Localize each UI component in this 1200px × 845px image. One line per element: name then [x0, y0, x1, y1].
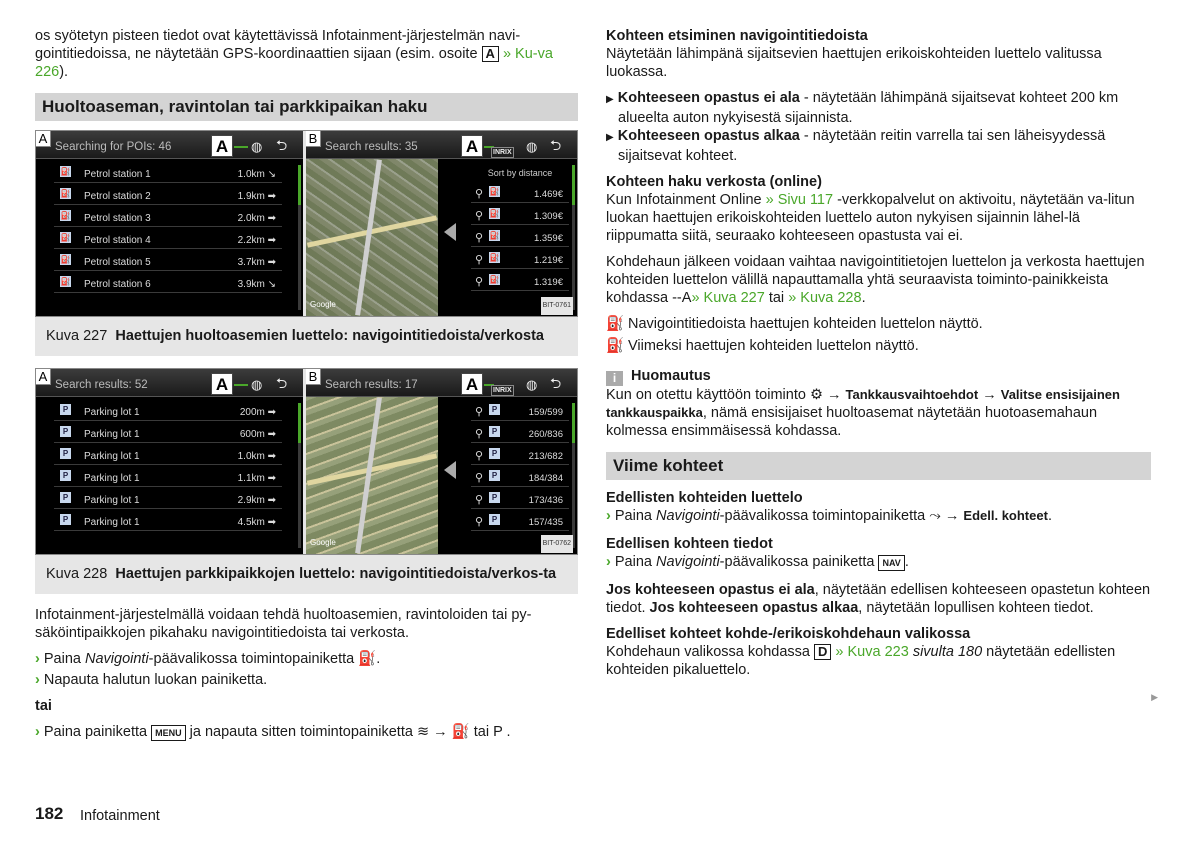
row-name: Petrol station 2: [84, 191, 151, 202]
list-item[interactable]: [54, 161, 282, 183]
text: Kun on otettu käyttöön toiminto: [606, 387, 810, 403]
parking-icon: P: [60, 470, 71, 481]
row-distance: 3.7km ➡: [237, 257, 276, 268]
result-value: 1.469€: [533, 189, 563, 200]
callout-a-badge: A: [461, 135, 483, 157]
fuel-icon: ⛽: [489, 275, 500, 284]
inrix-logo: INRIX: [493, 149, 512, 156]
left-column: [35, 27, 578, 744]
fuel-icon: ⛽: [60, 189, 71, 198]
pin-icon: ⚲: [475, 494, 484, 506]
list-item[interactable]: [54, 271, 282, 293]
step-text: ja napauta sitten toimintopainiketta: [189, 724, 413, 740]
menu-name: Navigointi: [85, 651, 149, 667]
result-value: 184/384: [528, 473, 563, 484]
row-name: Parking lot 1: [84, 429, 140, 440]
action-step: › Paina painiketta MENU ja napauta sitten toimintopainiketta ≋ → ⛽ tai P .: [35, 724, 511, 740]
pin-icon: ⚲: [475, 232, 484, 244]
row-distance: 1.1km ➡: [237, 473, 276, 484]
result-row[interactable]: [471, 203, 569, 225]
continued-icon: ▶: [1151, 692, 1158, 702]
list-item[interactable]: [54, 509, 282, 531]
symbol-text: Viimeksi haettujen kohteiden luettelon näyttö.: [628, 338, 919, 354]
text: tai: [764, 290, 789, 306]
sort-label: Sort by distance: [487, 168, 553, 178]
history-icon: ⛽: [606, 338, 625, 354]
row-distance: 1.9km ➡: [237, 191, 276, 202]
caption-text: Haettujen huoltoasemien luettelo: navigointitiedoista/verkosta: [115, 328, 544, 344]
menu-name: Navigointi: [656, 508, 720, 524]
body-paragraph: [606, 581, 1151, 617]
body-paragraph: [606, 253, 1151, 307]
back-icon[interactable]: ⮌: [550, 375, 562, 391]
intro-text: os syötetyn pisteen tiedot ovat käytettävissä Infotainment-järjestelmän navi-gointitiedoissa, ne näytetään GPS-koordinaattien sijaan (esim. osoite: [35, 28, 521, 62]
row-distance: 3.9km ↘: [237, 279, 276, 290]
right-column: [606, 27, 1151, 687]
caption-number: Kuva 228: [46, 566, 108, 582]
fuel-icon: ⛽: [60, 277, 71, 286]
note-title: Huomautus: [631, 368, 711, 384]
text: Kohdehaun jälkeen voidaan vaihtaa navigointitietojen luettelon ja verkosta haettujen kohteiden luettelon välillä napauttamalla yhtä seuraavista toiminto-painikkeista kohdassa --A: [606, 254, 1145, 306]
action-step: › Paina Navigointi-päävalikossa toimintopainiketta ⛽.: [35, 651, 381, 667]
map-view[interactable]: [306, 159, 438, 316]
result-row[interactable]: [471, 269, 569, 291]
parking-icon: P: [60, 514, 71, 525]
online-icon: ≋: [416, 724, 430, 740]
row-name: Parking lot 1: [84, 407, 140, 418]
result-row[interactable]: [471, 443, 569, 465]
result-value: 157/435: [528, 517, 563, 528]
figure-caption: [35, 317, 578, 356]
action-step: › Paina Navigointi-päävalikossa painiketta NAV .: [606, 554, 909, 570]
globe-icon[interactable]: ◍: [526, 139, 538, 154]
figure-228: [35, 368, 578, 594]
heading-online: Kohteen haku verkosta (online): [606, 174, 822, 190]
caption-number: Kuva 227: [46, 328, 108, 344]
heading-prev-menu: Edelliset kohteet kohde-/erikoiskohdehaun valikossa: [606, 626, 971, 642]
callout-line: [234, 146, 248, 148]
fuel-icon: ⛽: [60, 167, 71, 176]
result-row[interactable]: [471, 465, 569, 487]
back-icon[interactable]: ⮌: [550, 137, 562, 153]
body-paragraph: Infotainment-järjestelmällä voidaan tehdä huoltoasemien, ravintoloiden tai py-säköintipaikkojen pikahaku navigointitiedoista tai verkosta.: [35, 607, 532, 641]
result-list: [471, 397, 569, 554]
step-text: -päävalikossa toimintopainiketta: [148, 651, 355, 667]
back-icon[interactable]: ⮌: [276, 375, 288, 391]
list-item[interactable]: [54, 399, 282, 421]
result-list: [471, 159, 569, 316]
route-icon: ⤳: [929, 508, 941, 524]
body-paragraph: Näytetään lähimpänä sijaitsevien haettujen erikoiskohteiden luettelo valitussa luokassa.: [606, 46, 1102, 80]
symbol-text: Navigointitiedoista haettujen kohteiden luettelon näyttö.: [628, 316, 983, 332]
info-icon: i: [606, 371, 623, 386]
text: Kun Infotainment Online: [606, 192, 766, 208]
row-distance: 1.0km ↘: [237, 169, 276, 180]
callout-a-badge: A: [461, 373, 483, 395]
caption-text: Haettujen parkkipaikkojen luettelo: navigointitiedoista/verkos-ta: [115, 566, 557, 582]
result-value: 159/599: [528, 407, 563, 418]
screen-title: Search results: 35: [325, 141, 418, 153]
result-value: 1.219€: [533, 255, 563, 266]
list-item[interactable]: [54, 465, 282, 487]
bold-text: Jos kohteeseen opastus alkaa: [649, 600, 859, 616]
screen-b: [306, 131, 577, 316]
result-row[interactable]: [471, 487, 569, 509]
step-text: .: [376, 651, 381, 667]
result-value: 1.359€: [533, 233, 563, 244]
row-name: Petrol station 5: [84, 257, 151, 268]
bullet-text: - näytetään reitin varrella tai sen läheisyydessä sijaitsevat kohteet.: [618, 128, 1106, 164]
scrollbar[interactable]: [298, 165, 301, 310]
screen-label: B: [306, 369, 321, 385]
pin-icon: ⚲: [475, 210, 484, 222]
figure-link[interactable]: » Ku-va 226: [35, 46, 553, 80]
list-item[interactable]: [54, 443, 282, 465]
back-icon[interactable]: ⮌: [276, 137, 288, 153]
scrollbar[interactable]: [572, 165, 575, 310]
step-text: Paina: [43, 651, 85, 667]
settings-icon: ⚙: [809, 387, 823, 403]
heading-nav-data: Kohteen etsiminen navigointitiedoista: [606, 28, 868, 44]
row-distance: 4.5km ➡: [237, 517, 276, 528]
screen-title: Searching for POIs: 46: [55, 141, 172, 153]
pin-icon: ⚲: [475, 428, 484, 440]
bullet-item: ▶ Kohteeseen opastus ei ala - näytetään lähimpänä sijaitsevat kohteet 200 km alueelta auton nykyisestä sijainnista.: [606, 90, 1119, 126]
row-name: Petrol station 1: [84, 169, 151, 180]
nav-data-icon: ⛽: [606, 316, 625, 332]
screen-label: A: [36, 369, 51, 385]
action-step: › Paina Navigointi-päävalikossa toimintopainiketta ⤳ → Edell. kohteet.: [606, 508, 1052, 524]
heading-prev-list: Edellisten kohteiden luettelo: [606, 490, 803, 506]
pin-icon: ⚲: [475, 406, 484, 418]
screen-a: [36, 131, 303, 316]
row-distance: 1.0km ➡: [237, 451, 276, 462]
menu-item: Valitse ensisijainen tankkauspaikka: [606, 387, 1120, 420]
step-text: tai P .: [473, 724, 511, 740]
fuel-icon: ⛽: [489, 187, 500, 196]
result-value: 1.309€: [533, 211, 563, 222]
step-text: -päävalikossa painiketta: [719, 554, 875, 570]
text: näytetään edellisten kohteiden pikaluettelo.: [606, 644, 1116, 678]
fuel-icon: ⛽: [60, 211, 71, 220]
parking-icon: P: [60, 404, 71, 415]
pin-icon: ⚲: [475, 450, 484, 462]
parking-icon: P: [60, 448, 71, 459]
figure-link[interactable]: » Kuva 223: [835, 644, 909, 660]
collapse-arrow-icon[interactable]: [444, 223, 456, 241]
row-distance: 200m ➡: [239, 407, 276, 418]
fuel-icon: ⛽: [60, 233, 71, 242]
screen-title: Search results: 52: [55, 379, 148, 391]
pin-icon: ⚲: [475, 188, 484, 200]
result-row[interactable]: [471, 247, 569, 269]
row-name: Parking lot 1: [84, 517, 140, 528]
step-text: Paina: [614, 508, 656, 524]
row-name: Petrol station 3: [84, 213, 151, 224]
collapse-arrow-icon[interactable]: [444, 461, 456, 479]
text: , näytetään edellisen kohteeseen opastetun kohteen tiedot.: [606, 582, 1151, 616]
fuel-icon: ⛽: [489, 231, 500, 240]
result-row[interactable]: [471, 399, 569, 421]
row-name: Parking lot 1: [84, 451, 140, 462]
result-value: 213/682: [528, 451, 563, 462]
parking-icon: P: [489, 470, 500, 481]
step-text: Napauta halutun luokan painiketta.: [43, 672, 268, 688]
intro-end: ).: [59, 64, 69, 80]
text: , nämä ensisijaiset huoltoasemat näytetään huotoasemahaun kolmessa ensimmäisessä kohdassa.: [606, 405, 1098, 439]
parking-icon: P: [489, 404, 500, 415]
figure-code: BIT-0761: [541, 297, 573, 315]
bullet-bold: Kohteeseen opastus alkaa: [617, 128, 800, 144]
text: -verkkopalvelut on aktivoitu, näytetään va-litun luokan haettujen erikoiskohteiden luettelo auton nykyisen sijainnin lähel-lä riippumatta siitä, seuraako kohteeseen opastusta vai ei.: [606, 192, 1135, 244]
fuel-icon: ⛽: [489, 209, 500, 218]
google-attribution: Google: [310, 300, 336, 309]
callout-a-badge: A: [211, 135, 233, 157]
result-row[interactable]: [471, 225, 569, 247]
parking-icon: P: [60, 426, 71, 437]
chapter-name: Infotainment: [80, 808, 160, 824]
result-value: 173/436: [528, 495, 563, 506]
list-item[interactable]: [54, 249, 282, 271]
symbol-row: [606, 337, 1151, 355]
figure-link[interactable]: » Kuva 227: [691, 290, 765, 306]
row-distance: 2.0km ➡: [237, 213, 276, 224]
list-item[interactable]: [54, 183, 282, 205]
figure-link[interactable]: » Kuva 228: [788, 290, 862, 306]
step-text: -päävalikossa toimintopainiketta: [719, 508, 926, 524]
screen-b: [306, 369, 577, 554]
list-item[interactable]: [54, 487, 282, 509]
heading-prev-detail: Edellisen kohteen tiedot: [606, 536, 773, 552]
text: , näytetään lopullisen kohteen tiedot.: [858, 600, 1094, 616]
figure-code: BIT-0762: [541, 535, 573, 553]
page-link[interactable]: » Sivu 117: [765, 192, 834, 208]
bullet-text: - näytetään lähimpänä sijaitsevat kohteet 200 km alueelta auton nykyisestä sijainnista.: [618, 90, 1119, 126]
pin-icon: ⚲: [475, 472, 484, 484]
callout-box: A: [482, 46, 499, 62]
symbol-row: [606, 315, 1151, 333]
row-name: Petrol station 4: [84, 235, 151, 246]
screen-a: [36, 369, 303, 554]
scrollbar[interactable]: [298, 403, 301, 548]
nav-key: NAV: [878, 555, 904, 571]
result-row[interactable]: [471, 509, 569, 531]
fuel-icon: ⛽: [60, 255, 71, 264]
screen-label: B: [306, 131, 321, 147]
bullet-item: ▶ Kohteeseen opastus alkaa - näytetään reitin varrella tai sen läheisyydessä sijaitsevat kohteet.: [606, 128, 1106, 164]
parking-icon: P: [60, 492, 71, 503]
parking-icon: P: [489, 492, 500, 503]
callout-line: [234, 384, 248, 386]
callout-a-badge: A: [211, 373, 233, 395]
row-name: Parking lot 1: [84, 495, 140, 506]
fuel-icon: ⛽: [489, 253, 500, 262]
list-item[interactable]: [54, 421, 282, 443]
body-paragraph: [606, 191, 1151, 245]
figure-228-images: [35, 368, 578, 555]
pin-icon: ⚲: [475, 516, 484, 528]
parking-icon: P: [489, 448, 500, 459]
menu-key: MENU: [151, 725, 186, 741]
page-ref: sivulta 180: [912, 644, 983, 660]
page-number: 182: [35, 804, 64, 823]
figure-227: [35, 130, 578, 356]
text: Kohdehaun valikossa kohdassa: [606, 644, 814, 660]
or-label: tai: [35, 698, 52, 714]
menu-name: Navigointi: [656, 554, 720, 570]
body-paragraph: [606, 643, 1151, 679]
parking-icon: P: [489, 426, 500, 437]
list-item[interactable]: [54, 227, 282, 249]
row-name: Parking lot 1: [84, 473, 140, 484]
bullet-bold: Kohteeseen opastus ei ala: [617, 90, 800, 106]
fuel-icon: ⛽: [451, 724, 470, 740]
globe-icon[interactable]: ◍: [251, 377, 263, 392]
globe-icon[interactable]: ◍: [251, 139, 263, 154]
pin-icon: ⚲: [475, 254, 484, 266]
screen-label: A: [36, 131, 51, 147]
inrix-logo: INRIX: [493, 387, 512, 394]
row-distance: 600m ➡: [239, 429, 276, 440]
figure-227-images: [35, 130, 578, 317]
result-row[interactable]: [471, 181, 569, 203]
poi-search-icon: ⛽: [358, 651, 377, 667]
row-name: Petrol station 6: [84, 279, 151, 290]
intro-paragraph: [35, 27, 578, 81]
globe-icon[interactable]: ◍: [526, 377, 538, 392]
step-text: Paina: [614, 554, 656, 570]
step-text: Paina painiketta: [43, 724, 148, 740]
note-body: Kun on otettu käyttöön toiminto ⚙ → Tankkausvaihtoehdot → Valitse ensisijainen tankkauspaikka, nämä ensisijaiset huoltoasemat näytetään huotoasemahaun kolmessa ensimmäisessä kohdassa.: [606, 387, 1120, 439]
text: .: [861, 290, 866, 306]
figure-caption: [35, 555, 578, 594]
action-step: › Napauta halutun luokan painiketta.: [35, 672, 268, 688]
result-value: 260/836: [528, 429, 563, 440]
row-distance: 2.9km ➡: [237, 495, 276, 506]
map-view[interactable]: [306, 397, 438, 554]
list-item[interactable]: [54, 205, 282, 227]
callout-box: D: [814, 644, 831, 660]
note-heading: [606, 367, 1151, 386]
row-distance: 2.2km ➡: [237, 235, 276, 246]
bold-text: Jos kohteeseen opastus ei ala: [606, 582, 815, 598]
result-value: 1.319€: [533, 277, 563, 288]
screen-title: Search results: 17: [325, 379, 418, 391]
section-heading-poi: Huoltoaseman, ravintolan tai parkkipaikan haku: [35, 93, 578, 121]
result-row[interactable]: [471, 421, 569, 443]
section-heading-recent: Viime kohteet: [606, 452, 1151, 480]
scrollbar[interactable]: [572, 403, 575, 548]
menu-item: Tankkausvaihtoehdot: [845, 387, 979, 402]
pin-icon: ⚲: [475, 276, 484, 288]
menu-item: Edell. kohteet: [963, 508, 1048, 523]
google-attribution: Google: [310, 538, 336, 547]
parking-icon: P: [489, 514, 500, 525]
